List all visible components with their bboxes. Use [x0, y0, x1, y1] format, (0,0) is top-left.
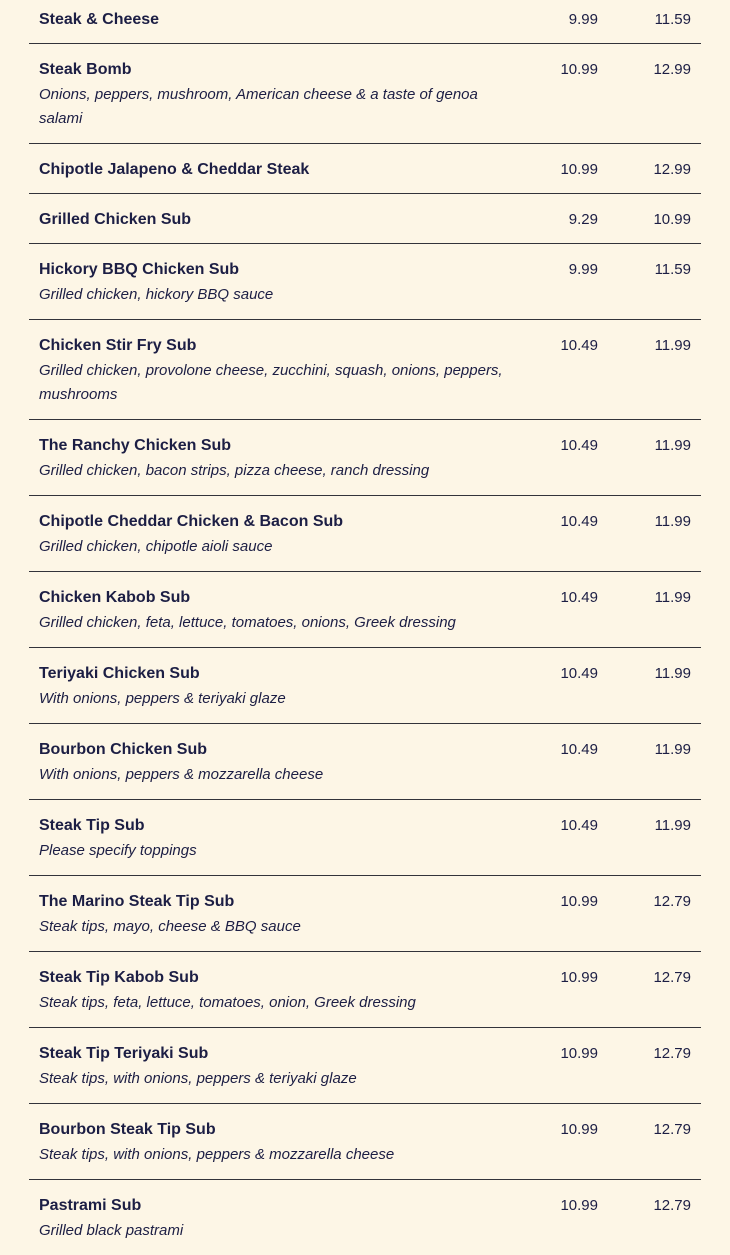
menu-item-chicken-stir-fry-sub — [29, 320, 701, 420]
price-small: 10.99 — [560, 893, 598, 910]
menu-item-marino-steak-tip-sub — [29, 876, 701, 952]
price-large: 11.99 — [654, 437, 691, 454]
price-large: 11.99 — [654, 337, 691, 354]
price-large: 12.79 — [653, 893, 691, 910]
menu-item-chicken-kabob-sub — [29, 572, 701, 648]
price-large: 11.99 — [654, 741, 691, 758]
price-large: 12.99 — [653, 61, 691, 78]
menu-item-teriyaki-chicken-sub — [29, 648, 701, 724]
item-name: Chicken Kabob Sub — [39, 589, 191, 606]
item-name: Steak Tip Sub — [39, 817, 145, 834]
price-large: 11.99 — [654, 589, 691, 606]
menu-item-steak-cheese — [29, 0, 701, 44]
menu-item-ranchy-chicken-sub — [29, 420, 701, 496]
price-large: 12.99 — [653, 161, 691, 178]
price-small: 10.99 — [560, 969, 598, 986]
item-name: Chipotle Cheddar Chicken & Bacon Sub — [39, 513, 344, 530]
menu-item-steak-bomb — [29, 44, 701, 144]
price-small: 10.99 — [560, 161, 598, 178]
item-description: Onions, peppers, mushroom, American cheese & a taste of genoa salami — [39, 86, 478, 127]
price-large: 12.79 — [653, 969, 691, 986]
price-small: 10.49 — [560, 437, 598, 454]
item-description: With onions, peppers & mozzarella cheese — [39, 766, 324, 783]
item-name: Chicken Stir Fry Sub — [39, 337, 197, 354]
menu-item-bourbon-chicken-sub — [29, 724, 701, 800]
item-name: The Marino Steak Tip Sub — [39, 893, 235, 910]
price-small: 10.49 — [560, 741, 598, 758]
price-small: 9.99 — [568, 11, 598, 28]
item-description: Grilled black pastrami — [39, 1222, 184, 1239]
menu-item-chipotle-jalapeno-steak — [29, 144, 701, 194]
price-small: 9.29 — [568, 211, 598, 228]
menu-item-bourbon-steak-tip-sub — [29, 1104, 701, 1180]
price-small: 10.49 — [560, 817, 598, 834]
price-small: 10.99 — [560, 1197, 598, 1214]
price-large: 12.79 — [653, 1121, 691, 1138]
item-description: Please specify toppings — [39, 842, 197, 859]
price-small: 10.49 — [560, 513, 598, 530]
item-name: Hickory BBQ Chicken Sub — [39, 261, 240, 278]
menu-list — [29, 0, 701, 1255]
item-name: Teriyaki Chicken Sub — [39, 665, 200, 682]
item-description: Steak tips, feta, lettuce, tomatoes, onion, Greek dressing — [39, 994, 416, 1011]
item-description: Grilled chicken, hickory BBQ sauce — [39, 286, 274, 303]
menu-item-steak-tip-teriyaki-sub — [29, 1028, 701, 1104]
price-large: 12.79 — [653, 1045, 691, 1062]
item-name: Steak Tip Teriyaki Sub — [39, 1045, 209, 1062]
item-name: The Ranchy Chicken Sub — [39, 437, 232, 454]
price-large: 11.59 — [654, 11, 691, 28]
menu-item-steak-tip-sub — [29, 800, 701, 876]
price-small: 10.99 — [560, 1121, 598, 1138]
price-large: 10.99 — [653, 211, 691, 228]
item-name: Bourbon Steak Tip Sub — [39, 1121, 216, 1138]
item-name: Steak Tip Kabob Sub — [39, 969, 199, 986]
item-description: Steak tips, with onions, peppers & mozzarella cheese — [39, 1146, 395, 1163]
menu-item-grilled-chicken-sub — [29, 194, 701, 244]
price-large: 12.79 — [653, 1197, 691, 1214]
price-large: 11.99 — [654, 665, 691, 682]
item-name: Grilled Chicken Sub — [39, 211, 192, 228]
price-large: 11.99 — [654, 513, 691, 530]
price-small: 9.99 — [568, 261, 598, 278]
price-large: 11.99 — [654, 817, 691, 834]
item-description: Steak tips, mayo, cheese & BBQ sauce — [39, 918, 301, 935]
price-small: 10.99 — [560, 1045, 598, 1062]
menu-item-steak-tip-kabob-sub — [29, 952, 701, 1028]
price-small: 10.49 — [560, 337, 598, 354]
item-description: Grilled chicken, bacon strips, pizza cheese, ranch dressing — [39, 462, 430, 479]
item-description: Grilled chicken, chipotle aioli sauce — [39, 538, 273, 555]
item-description: With onions, peppers & teriyaki glaze — [39, 690, 286, 707]
menu-item-chipotle-cheddar-chicken-bacon-sub — [29, 496, 701, 572]
menu-item-pastrami-sub — [29, 1180, 701, 1255]
item-name: Chipotle Jalapeno & Cheddar Steak — [39, 161, 310, 178]
item-name: Steak & Cheese — [39, 11, 160, 28]
price-large: 11.59 — [654, 261, 691, 278]
item-name: Bourbon Chicken Sub — [39, 741, 207, 758]
menu-item-hickory-bbq-chicken-sub — [29, 244, 701, 320]
price-small: 10.49 — [560, 589, 598, 606]
price-small: 10.99 — [560, 61, 598, 78]
item-description: Grilled chicken, provolone cheese, zucchini, squash, onions, peppers, mushrooms — [39, 362, 503, 403]
item-description: Grilled chicken, feta, lettuce, tomatoes, onions, Greek dressing — [39, 614, 456, 631]
item-description: Steak tips, with onions, peppers & teriyaki glaze — [39, 1070, 357, 1087]
price-small: 10.49 — [560, 665, 598, 682]
item-name: Steak Bomb — [39, 61, 132, 78]
item-name: Pastrami Sub — [39, 1197, 142, 1214]
